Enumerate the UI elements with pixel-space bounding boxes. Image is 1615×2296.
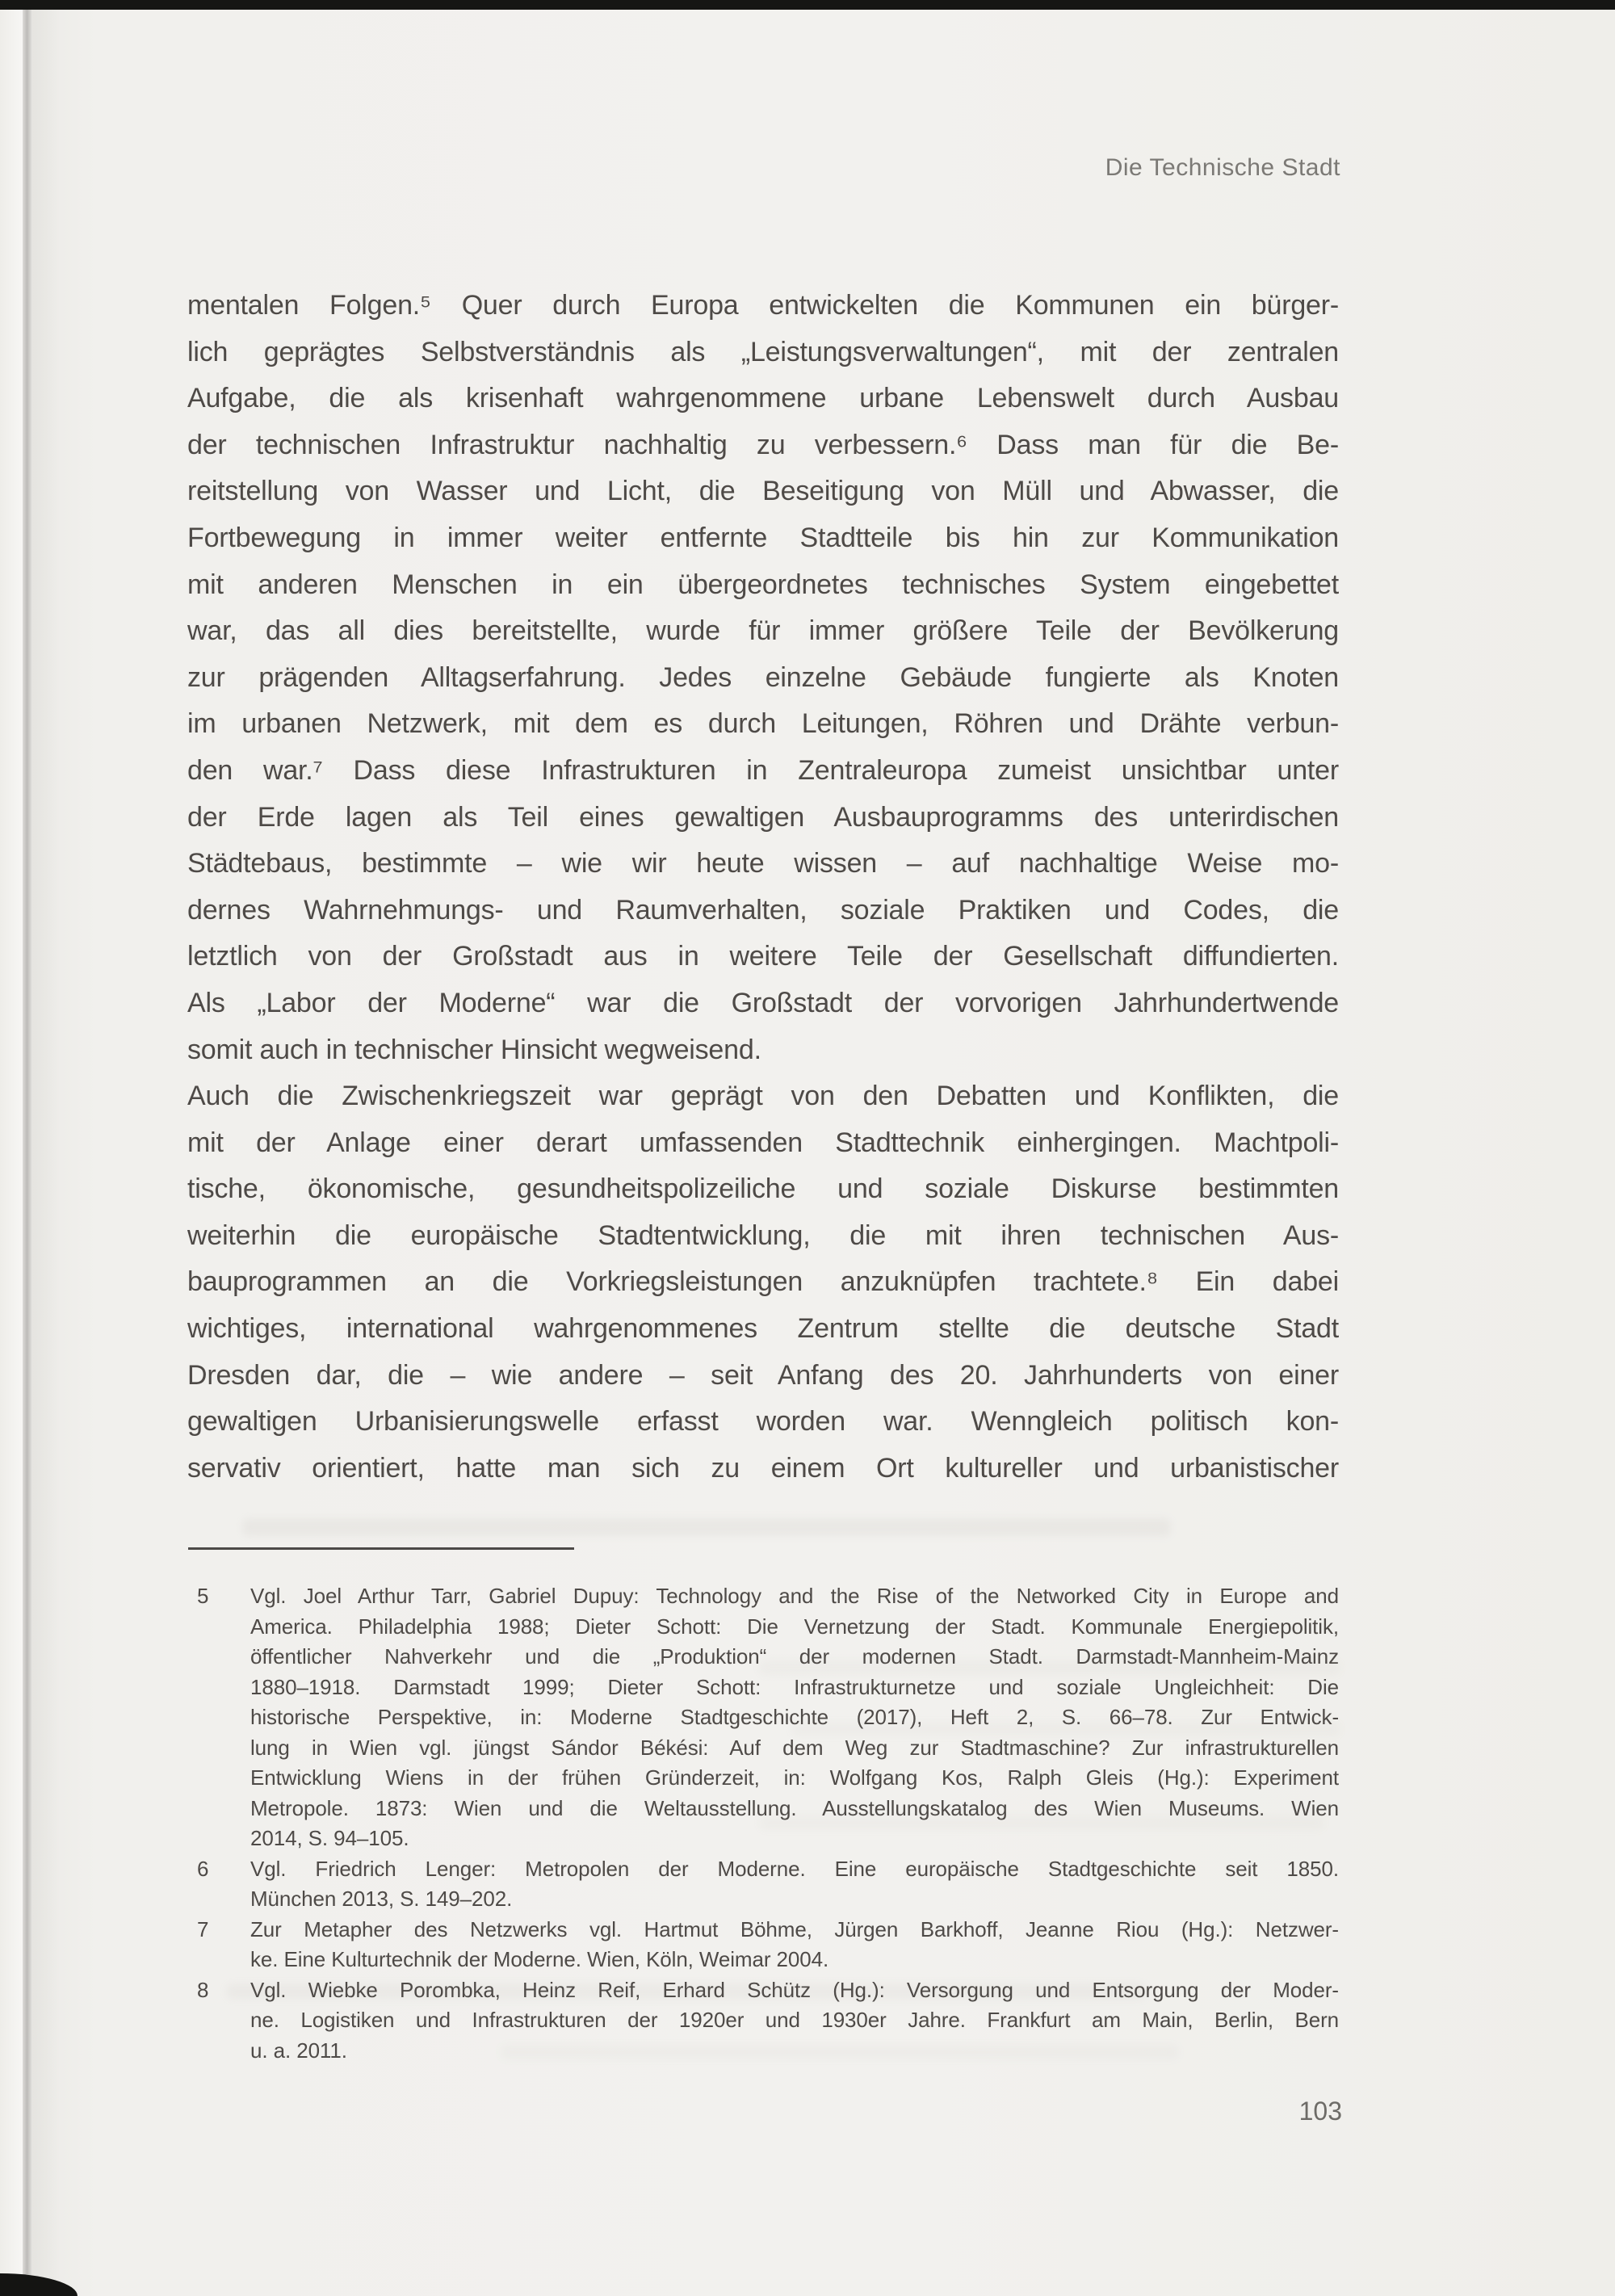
facing-page-edge bbox=[0, 10, 23, 2296]
footnote-6 bbox=[187, 1854, 1339, 1915]
body-line: mentalen Folgen.⁵ Quer durch Europa entwickelten die Kommunen ein bürger- bbox=[187, 290, 1339, 321]
footnote-number: 6 bbox=[197, 1856, 209, 1881]
body-line: der technischen Infrastruktur nachhaltig zu verbessern.⁶ Dass man für die Be- bbox=[187, 429, 1339, 460]
footnote-line: 2014, S. 94–105. bbox=[250, 1826, 409, 1850]
body-line: den war.⁷ Dass diese Infrastrukturen in Zentraleuropa zumeist unsichtbar unter bbox=[187, 754, 1339, 786]
footnote-line: Vgl. Wiebke Porombka, Heinz Reif, Erhard Schütz (Hg.): Versorgung und Entsorgung der Moder- bbox=[250, 1977, 1339, 2002]
footnote-line: America. Philadelphia 1988; Dieter Schott: Die Vernetzung der Stadt. Kommunale Energiepolitik, bbox=[250, 1614, 1339, 1639]
footnote-5 bbox=[187, 1581, 1339, 1854]
body-line: gewaltigen Urbanisierungswelle erfasst worden war. Wenngleich politisch kon- bbox=[187, 1406, 1339, 1438]
body-line: zur prägenden Alltagserfahrung. Jedes einzelne Gebäude fungierte als Knoten bbox=[187, 661, 1339, 693]
gutter-crease-line bbox=[23, 10, 31, 2296]
footnote-line: öffentlicher Nahverkehr und die „Produktion“ der modernen Stadt. Darmstadt-Mannheim-Mainz bbox=[250, 1644, 1339, 1668]
gutter-shadow bbox=[31, 10, 59, 2296]
footnote-line: Zur Metapher des Netzwerks vgl. Hartmut Böhme, Jürgen Barkhoff, Jeanne Riou (Hg.): Netzwer- bbox=[250, 1916, 1339, 1941]
footnote-line: lung in Wien vgl. jüngst Sándor Békési: Auf dem Weg zur Stadtmaschine? Zur infrastrukturellen bbox=[250, 1735, 1339, 1760]
page-number: 103 bbox=[1298, 2097, 1342, 2126]
bleed-through-smudge bbox=[242, 1518, 1171, 1536]
body-line: dernes Wahrnehmungs- und Raumverhalten, soziale Praktiken und Codes, die bbox=[187, 894, 1339, 926]
body-line: der Erde lagen als Teil eines gewaltigen Ausbauprogramms des unterirdischen bbox=[187, 801, 1339, 833]
body-line: reitstellung von Wasser und Licht, die Beseitigung von Müll und Abwasser, die bbox=[187, 476, 1339, 507]
footnote-line: Vgl. Joel Arthur Tarr, Gabriel Dupuy: Technology and the Rise of the Networked City in Europe and bbox=[250, 1584, 1339, 1608]
body-line: Dresden dar, die – wie andere – seit Anfang des 20. Jahrhunderts von einer bbox=[187, 1359, 1339, 1391]
body-line: wichtiges, international wahrgenommenes Zentrum stellte die deutsche Stadt bbox=[187, 1313, 1339, 1345]
footnote-line: ne. Logistiken und Infrastrukturen der 1920er und 1930er Jahre. Frankfurt am Main, Berlin, Bern bbox=[250, 2008, 1339, 2032]
body-text bbox=[187, 283, 1339, 1492]
body-line: servativ orientiert, hatte man sich zu einem Ort kultureller und urbanistischer bbox=[187, 1452, 1339, 1484]
body-line: letztlich von der Großstadt aus in weitere Teile der Gesellschaft diffundierten. bbox=[187, 941, 1339, 972]
footnote-separator-rule bbox=[188, 1547, 574, 1550]
body-line: Als „Labor der Moderne“ war die Großstadt der vorvorigen Jahrhundertwende bbox=[187, 987, 1339, 1018]
footnote-number: 8 bbox=[197, 1977, 209, 2002]
footnote-line: Vgl. Friedrich Lenger: Metropolen der Moderne. Eine europäische Stadtgeschichte seit 1850. bbox=[250, 1856, 1339, 1881]
footnote-8 bbox=[187, 1975, 1339, 2067]
body-line: mit der Anlage einer derart umfassenden Stadttechnik einhergingen. Machtpoli- bbox=[187, 1127, 1339, 1158]
footnote-7 bbox=[187, 1915, 1339, 1975]
body-line: war, das all dies bereitstellte, wurde für immer größere Teile der Bevölkerung bbox=[187, 615, 1339, 647]
body-line: somit auch in technischer Hinsicht wegweisend. bbox=[187, 1034, 761, 1065]
footnote-number: 5 bbox=[197, 1584, 209, 1608]
footnote-line: München 2013, S. 149–202. bbox=[250, 1887, 513, 1911]
book-spine-top-edge bbox=[0, 0, 1615, 10]
footnote-line: historische Perspektive, in: Moderne Stadtgeschichte (2017), Heft 2, S. 66–78. Zur Entwick- bbox=[250, 1705, 1339, 1729]
body-line: weiterhin die europäische Stadtentwicklung, die mit ihren technischen Aus- bbox=[187, 1219, 1339, 1251]
bottom-corner-shadow bbox=[0, 2273, 78, 2296]
footnotes bbox=[187, 1581, 1339, 2066]
body-line: Städtebaus, bestimmte – wie wir heute wissen – auf nachhaltige Weise mo- bbox=[187, 848, 1339, 879]
body-line: bauprogrammen an die Vorkriegsleistungen anzuknüpfen trachtete.⁸ Ein dabei bbox=[187, 1266, 1339, 1298]
body-line: Fortbewegung in immer weiter entfernte Stadtteile bis hin zur Kommunikation bbox=[187, 522, 1339, 553]
footnote-line: Metropole. 1873: Wien und die Weltausstellung. Ausstellungskatalog des Wien Museums. Wien bbox=[250, 1795, 1339, 1820]
body-line: Aufgabe, die als krisenhaft wahrgenommene urbane Lebenswelt durch Ausbau bbox=[187, 383, 1339, 414]
footnote-line: u. a. 2011. bbox=[250, 2038, 347, 2063]
running-header: Die Technische Stadt bbox=[1105, 154, 1340, 181]
body-line: lich geprägtes Selbstverständnis als „Leistungsverwaltungen“, mit der zentralen bbox=[187, 336, 1339, 367]
body-line: tische, ökonomische, gesundheitspolizeiliche und soziale Diskurse bestimmten bbox=[187, 1173, 1339, 1205]
footnote-line: ke. Eine Kulturtechnik der Moderne. Wien, Köln, Weimar 2004. bbox=[250, 1947, 829, 1971]
body-line: Auch die Zwischenkriegszeit war geprägt von den Debatten und Konflikten, die bbox=[187, 1081, 1339, 1112]
body-line: im urbanen Netzwerk, mit dem es durch Leitungen, Röhren und Drähte verbun- bbox=[187, 708, 1339, 740]
body-line: mit anderen Menschen in ein übergeordnetes technisches System eingebettet bbox=[187, 569, 1339, 600]
footnote-line: Entwicklung Wiens in der frühen Gründerzeit, in: Wolfgang Kos, Ralph Gleis (Hg.): Experiment bbox=[250, 1765, 1339, 1790]
footnote-line: 1880–1918. Darmstadt 1999; Dieter Schott: Infrastrukturnetze und soziale Ungleichheit: Die bbox=[250, 1674, 1339, 1699]
footnote-number: 7 bbox=[197, 1916, 209, 1941]
